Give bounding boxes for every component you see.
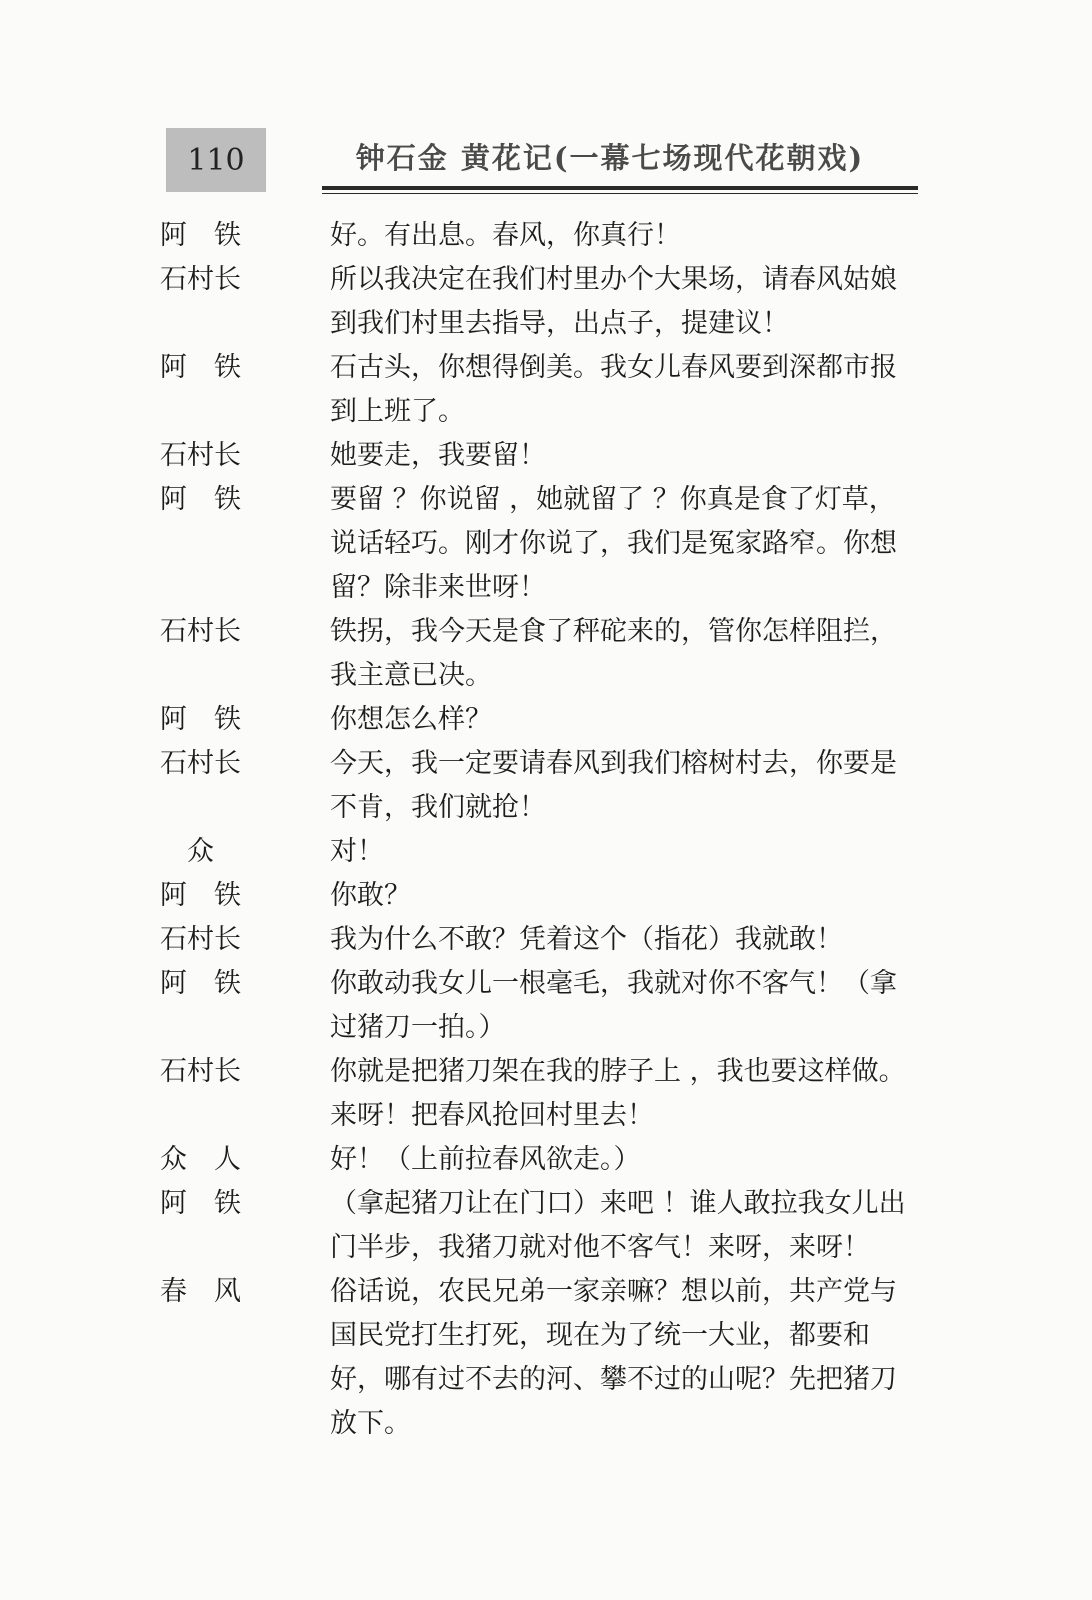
running-header-title: 钟石金 黄花记(一幕七场现代花朝戏) <box>355 141 865 175</box>
speaker-name: 阿 铁 <box>160 220 241 251</box>
speaker-name: 阿 铁 <box>160 968 241 999</box>
speech-text: 石古头，你想得倒美。我女儿春风要到深都市报到上班了。 <box>330 352 897 427</box>
speech-text: 今天，我一定要请春风到我们榕树村去，你要是不肯，我们就抢！ <box>330 748 897 823</box>
speaker-name: 阿 铁 <box>160 704 241 735</box>
header-rule-thick <box>322 186 918 190</box>
speaker-name: 石村长 <box>160 924 241 955</box>
script-line <box>160 258 920 346</box>
speaker-name: 春 风 <box>160 1276 241 1307</box>
script-line <box>160 830 920 874</box>
speech-text: 你就是把猪刀架在我的脖子上 ，我也要这样做。来呀！把春风抢回村里去！ <box>330 1056 906 1131</box>
script-line <box>160 434 920 478</box>
speaker-name: 阿 铁 <box>160 880 241 911</box>
script-line <box>160 1138 920 1182</box>
speech-text: 好。有出息。春风，你真行！ <box>330 220 681 251</box>
speech-text: 你敢动我女儿一根毫毛，我就对你不客气！（拿过猪刀一拍。） <box>330 968 897 1043</box>
script-line <box>160 1050 920 1138</box>
script-line <box>160 874 920 918</box>
script-line <box>160 918 920 962</box>
speaker-name: 石村长 <box>160 616 241 647</box>
speech-text: 她要走，我要留！ <box>330 440 546 471</box>
script-line <box>160 962 920 1050</box>
speech-text: 俗话说，农民兄弟一家亲嘛？想以前，共产党与国民党打生打死，现在为了统一大业，都要和好，哪有过不去的河、攀不过的山呢？先把猪刀放下。 <box>330 1276 897 1439</box>
speech-text: 对！ <box>330 836 384 867</box>
script-line <box>160 610 920 698</box>
speaker-name: 石村长 <box>160 440 241 471</box>
speech-text: 我为什么不敢？凭着这个（指花）我就敢！ <box>330 924 843 955</box>
script-body <box>160 214 920 1446</box>
speech-text: （拿起猪刀让在门口）来吧 ！谁人敢拉我女儿出门半步，我猪刀就对他不客气！来呀，来呀！ <box>330 1188 906 1263</box>
speech-text: 要留 ？你说留 ，她就留了 ？你真是食了灯草，说话轻巧。刚才你说了，我们是冤家路窄。你想留？除非来世呀！ <box>330 484 897 603</box>
page-number-text: 110 <box>187 142 245 178</box>
script-line <box>160 214 920 258</box>
speaker-name: 众 人 <box>160 1144 241 1175</box>
speaker-name: 石村长 <box>160 1056 241 1087</box>
speaker-name: 石村长 <box>160 748 241 779</box>
speech-text: 铁拐，我今天是食了秤砣来的，管你怎样阻拦，我主意已决。 <box>330 616 897 691</box>
speech-text: 你想怎么样？ <box>330 704 492 735</box>
script-line <box>160 478 920 610</box>
speaker-name: 石村长 <box>160 264 241 295</box>
speaker-name: 阿 铁 <box>160 484 241 515</box>
speaker-name: 众 <box>160 836 214 867</box>
script-line <box>160 742 920 830</box>
speaker-name: 阿 铁 <box>160 1188 241 1219</box>
script-line <box>160 698 920 742</box>
speech-text: 所以我决定在我们村里办个大果场，请春风姑娘到我们村里去指导，出点子，提建议！ <box>330 264 897 339</box>
script-line <box>160 346 920 434</box>
script-line <box>160 1270 920 1446</box>
speaker-name: 阿 铁 <box>160 352 241 383</box>
speech-text: 好！（上前拉春风欲走。） <box>330 1144 641 1175</box>
script-line <box>160 1182 920 1270</box>
header-rule-thin <box>322 193 918 194</box>
page-number <box>166 128 266 192</box>
speech-text: 你敢？ <box>330 880 411 911</box>
